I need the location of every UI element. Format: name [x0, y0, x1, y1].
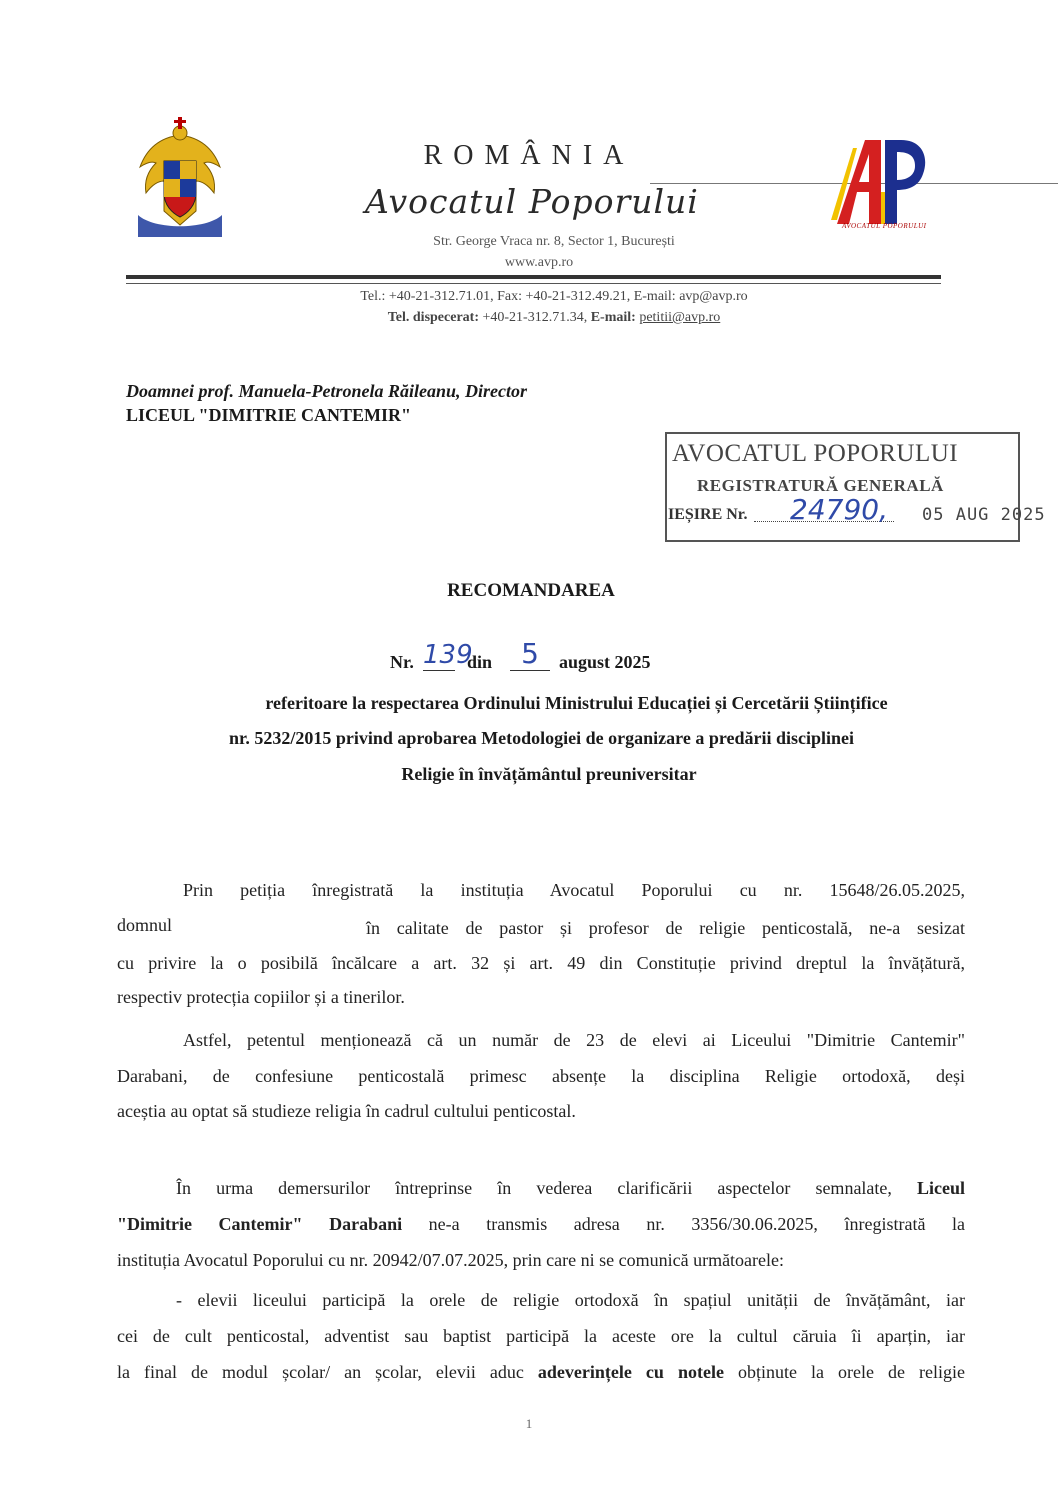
- body-line: [117, 1362, 965, 1383]
- body-text-normal: ne-a transmis adresa nr. 3356/30.06.2025, înregistrată la: [428, 1214, 965, 1234]
- document-title: RECOMANDAREA: [447, 580, 615, 601]
- country-title: ROMÂNIA: [423, 140, 635, 171]
- handwritten-day: 5: [510, 637, 550, 671]
- body-line: Prin petiția înregistrată la instituția Avocatul Poporului cu nr. 15648/26.05.2025,: [183, 880, 965, 900]
- contact-line-1: Tel.: +40-21-312.71.01, Fax: +40-21-312.49.21, E-mail: avp@avp.ro: [360, 289, 748, 304]
- subject-line: Religie în învățământul preuniversitar: [401, 764, 697, 784]
- body-line: instituția Avocatul Poporului cu nr. 20942/07.07.2025, prin care ni se comunică următoarele:: [117, 1250, 785, 1270]
- body-line: cei de cult penticostal, adventist sau baptist participă la aceste ore la cultul căruia îi aparțin, iar: [117, 1326, 965, 1346]
- header-rule-thick: [126, 275, 941, 279]
- body-line: - elevii liceului participă la orele de religie ortodoxă în spațiul unității de învățământ, iar: [176, 1290, 965, 1310]
- dispatch-phone-value: +40-21-312.71.34,: [482, 310, 588, 325]
- institution-name: Avocatul Poporului: [365, 182, 699, 221]
- dispatch-phone-label: Tel. dispecerat:: [387, 310, 479, 325]
- header-rule-thin: [126, 283, 941, 284]
- stamp-title: AVOCATUL POPORULUI: [672, 440, 959, 467]
- body-line: cu privire la o posibilă încălcare a art. 32 și art. 49 din Constituție privind dreptul la învățătură,: [117, 953, 965, 973]
- avp-logo-caption: AVOCATUL POPORULUI: [842, 222, 927, 230]
- body-text-normal: la final de modul școlar/ an școlar, elevii aduc: [117, 1362, 524, 1382]
- institution-address: Str. George Vraca nr. 8, Sector 1, București: [433, 234, 675, 249]
- body-text-normal: obținute la orele de religie: [737, 1362, 966, 1382]
- petition-email-label: E-mail:: [590, 310, 636, 325]
- institution-website[interactable]: www.avp.ro: [504, 255, 574, 270]
- stamp-exit-label: IEȘIRE Nr.: [668, 506, 748, 523]
- body-line: respectiv protecția copiilor și a tinerilor.: [117, 987, 405, 1007]
- body-text-bold: Liceul: [917, 1178, 966, 1198]
- date-label: din: [467, 652, 493, 672]
- body-line: Darabani, de confesiune penticostală primesc absențe la disciplina Religie ortodoxă, deși: [117, 1066, 965, 1086]
- body-text-normal: În urma demersurilor întreprinse în vederea clarificării aspectelor semnalate,: [176, 1178, 892, 1198]
- contact-line-2: [0, 310, 1058, 326]
- subject-line: referitoare la respectarea Ordinului Ministrului Educației și Cercetării Științifice: [265, 693, 888, 713]
- month-year: august 2025: [559, 652, 651, 672]
- body-line: în calitate de pastor și profesor de religie penticostală, ne-a sesizat: [366, 918, 965, 938]
- petition-email-value[interactable]: petitii@avp.ro: [639, 310, 721, 325]
- body-line: [117, 1214, 965, 1235]
- subject-line: nr. 5232/2015 privind aprobarea Metodologiei de organizare a predării disciplinei: [228, 728, 855, 748]
- body-line: [176, 1178, 965, 1199]
- stamp-handwritten-number: 24790,: [790, 493, 888, 526]
- body-line: Astfel, petentul menționează că un număr de 23 de elevi ai Liceului "Dimitrie Cantemir": [183, 1030, 965, 1050]
- addressee-institution: LICEUL "DIMITRIE CANTEMIR": [126, 405, 412, 425]
- handwritten-number: 139: [423, 640, 473, 670]
- addressee-name: Doamnei prof. Manuela-Petronela Răileanu, Director: [126, 381, 528, 401]
- page-number: 1: [525, 1416, 533, 1431]
- number-label: Nr.: [390, 652, 414, 672]
- body-line: domnul: [117, 915, 173, 935]
- body-text-bold: adeverințele cu notele: [537, 1362, 724, 1382]
- body-line: aceștia au optat să studieze religia în cadrul cultului penticostal.: [117, 1101, 576, 1121]
- stamp-subtitle: REGISTRATURĂ GENERALĂ: [697, 476, 944, 495]
- body-text-bold: "Dimitrie Cantemir" Darabani: [117, 1214, 403, 1234]
- stamp-date: 05 AUG 2025: [922, 505, 1046, 525]
- coat-of-arms-icon: [134, 115, 226, 241]
